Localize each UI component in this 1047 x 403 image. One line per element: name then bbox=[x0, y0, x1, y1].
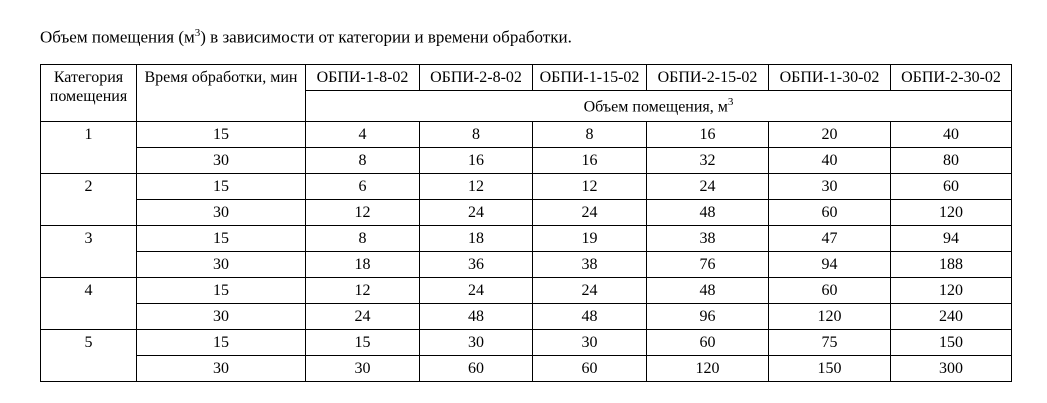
volume-cell: 30 bbox=[533, 330, 647, 356]
volume-cell: 20 bbox=[769, 122, 891, 148]
volume-cell: 8 bbox=[306, 148, 420, 174]
volume-cell: 6 bbox=[306, 174, 420, 200]
time-cell: 30 bbox=[137, 356, 306, 382]
volume-cell: 40 bbox=[891, 122, 1012, 148]
header-volume-unit: Объем помещения, $м^3$ bbox=[306, 91, 1012, 122]
category-cell: 5 bbox=[41, 330, 137, 382]
volume-cell: 19 bbox=[533, 226, 647, 252]
table-row bbox=[41, 122, 1012, 148]
volume-cell: 120 bbox=[647, 356, 769, 382]
volume-cell: 24 bbox=[533, 278, 647, 304]
volume-cell: 188 bbox=[891, 252, 1012, 278]
volume-cell: 150 bbox=[891, 330, 1012, 356]
volume-cell: 30 bbox=[769, 174, 891, 200]
volume-cell: 16 bbox=[533, 148, 647, 174]
header-product: ОБПИ-1-8-02 bbox=[306, 65, 420, 91]
volume-cell: 60 bbox=[647, 330, 769, 356]
time-cell: 30 bbox=[137, 200, 306, 226]
volume-cell: 94 bbox=[891, 226, 1012, 252]
volume-cell: 48 bbox=[533, 304, 647, 330]
table-row bbox=[41, 226, 1012, 252]
header-product: ОБПИ-2-30-02 bbox=[891, 65, 1012, 91]
time-cell: 15 bbox=[137, 174, 306, 200]
category-cell: 2 bbox=[41, 174, 137, 226]
volume-cell: 18 bbox=[306, 252, 420, 278]
volume-cell: 24 bbox=[647, 174, 769, 200]
volume-cell: 12 bbox=[306, 278, 420, 304]
table-row bbox=[41, 200, 1012, 226]
volume-cell: 24 bbox=[420, 200, 533, 226]
time-cell: 30 bbox=[137, 252, 306, 278]
volume-cell: 60 bbox=[420, 356, 533, 382]
volume-cell: 16 bbox=[420, 148, 533, 174]
header-time: Время обработки, мин bbox=[137, 65, 306, 122]
table-row bbox=[41, 330, 1012, 356]
volume-cell: 60 bbox=[533, 356, 647, 382]
volume-cell: 120 bbox=[769, 304, 891, 330]
volume-cell: 300 bbox=[891, 356, 1012, 382]
table-row bbox=[41, 252, 1012, 278]
volume-cell: 30 bbox=[306, 356, 420, 382]
volume-cell: 8 bbox=[420, 122, 533, 148]
time-cell: 15 bbox=[137, 278, 306, 304]
volume-cell: 60 bbox=[891, 174, 1012, 200]
volume-cell: 47 bbox=[769, 226, 891, 252]
time-cell: 30 bbox=[137, 304, 306, 330]
header-product: ОБПИ-1-30-02 bbox=[769, 65, 891, 91]
table-caption: Объем помещения $(м^3)$ в зависимости от категории и времени обработки. bbox=[40, 27, 572, 47]
volume-cell: 24 bbox=[306, 304, 420, 330]
header-category: Категория помещения bbox=[41, 65, 137, 122]
volume-cell: 4 bbox=[306, 122, 420, 148]
table-row bbox=[41, 304, 1012, 330]
category-cell: 4 bbox=[41, 278, 137, 330]
table-row bbox=[41, 148, 1012, 174]
volume-cell: 240 bbox=[891, 304, 1012, 330]
volume-cell: 24 bbox=[533, 200, 647, 226]
volume-cell: 15 bbox=[306, 330, 420, 356]
volume-cell: 12 bbox=[533, 174, 647, 200]
header-product: ОБПИ-2-8-02 bbox=[420, 65, 533, 91]
volume-cell: 8 bbox=[306, 226, 420, 252]
volume-cell: 80 bbox=[891, 148, 1012, 174]
volume-cell: 32 bbox=[647, 148, 769, 174]
volume-cell: 30 bbox=[420, 330, 533, 356]
table-row bbox=[41, 174, 1012, 200]
category-cell: 1 bbox=[41, 122, 137, 174]
volume-cell: 60 bbox=[769, 278, 891, 304]
volume-cell: 75 bbox=[769, 330, 891, 356]
time-cell: 30 bbox=[137, 148, 306, 174]
volume-cell: 38 bbox=[647, 226, 769, 252]
time-cell: 15 bbox=[137, 330, 306, 356]
time-cell: 15 bbox=[137, 226, 306, 252]
volume-table bbox=[40, 64, 1012, 382]
volume-cell: 94 bbox=[769, 252, 891, 278]
volume-cell: 12 bbox=[306, 200, 420, 226]
volume-cell: 48 bbox=[420, 304, 533, 330]
volume-cell: 24 bbox=[420, 278, 533, 304]
volume-cell: 18 bbox=[420, 226, 533, 252]
time-cell: 15 bbox=[137, 122, 306, 148]
category-cell: 3 bbox=[41, 226, 137, 278]
volume-cell: 12 bbox=[420, 174, 533, 200]
volume-cell: 38 bbox=[533, 252, 647, 278]
volume-cell: 150 bbox=[769, 356, 891, 382]
volume-cell: 16 bbox=[647, 122, 769, 148]
volume-cell: 120 bbox=[891, 278, 1012, 304]
table-row bbox=[41, 356, 1012, 382]
header-product: ОБПИ-1-15-02 bbox=[533, 65, 647, 91]
volume-cell: 76 bbox=[647, 252, 769, 278]
volume-cell: 48 bbox=[647, 200, 769, 226]
header-product: ОБПИ-2-15-02 bbox=[647, 65, 769, 91]
volume-cell: 40 bbox=[769, 148, 891, 174]
volume-cell: 48 bbox=[647, 278, 769, 304]
volume-cell: 120 bbox=[891, 200, 1012, 226]
table-row bbox=[41, 278, 1012, 304]
volume-cell: 60 bbox=[769, 200, 891, 226]
volume-cell: 96 bbox=[647, 304, 769, 330]
table-body bbox=[41, 122, 1012, 382]
volume-cell: 8 bbox=[533, 122, 647, 148]
volume-cell: 36 bbox=[420, 252, 533, 278]
